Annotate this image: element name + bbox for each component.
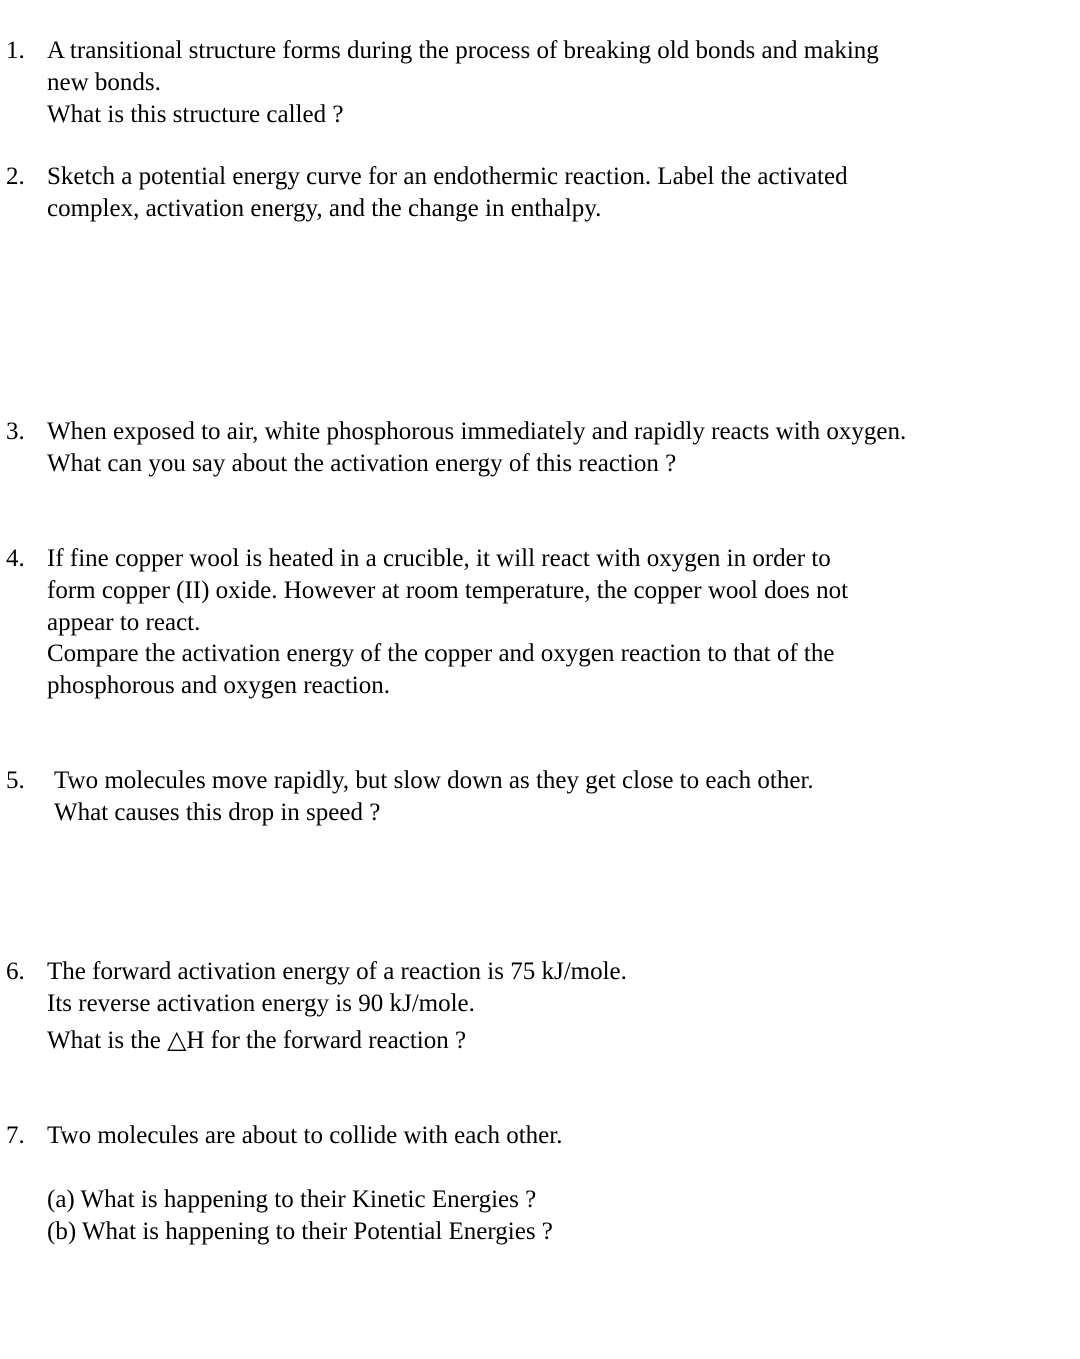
- sub-question-a: (a) What is happening to their Kinetic Energies ?: [47, 1186, 537, 1213]
- question-number: 2.: [6, 163, 25, 190]
- question-text-line: What can you say about the activation energy of this reaction ?: [47, 450, 677, 477]
- question-text-line: Compare the activation energy of the copper and oxygen reaction to that of the: [47, 640, 835, 667]
- question-text-line: If fine copper wool is heated in a crucible, it will react with oxygen in order to: [47, 545, 831, 572]
- question-text-line: What causes this drop in speed ?: [54, 799, 381, 826]
- question-text-line: When exposed to air, white phosphorous immediately and rapidly reacts with oxygen.: [47, 418, 907, 445]
- question-text-line: The forward activation energy of a reaction is 75 kJ/mole.: [47, 958, 627, 985]
- question-text-line: Two molecules are about to collide with each other.: [47, 1122, 563, 1149]
- sub-question-b: (b) What is happening to their Potential Energies ?: [47, 1218, 553, 1245]
- question-text-line: Two molecules move rapidly, but slow down as they get close to each other.: [54, 767, 814, 794]
- question-text-line: appear to react.: [47, 609, 201, 636]
- question-number: 3.: [6, 418, 25, 445]
- question-text-line: form copper (II) oxide. However at room temperature, the copper wool does not: [47, 577, 849, 604]
- question-text-line: A transitional structure forms during the process of breaking old bonds and making: [47, 37, 879, 64]
- question-number: 1.: [6, 37, 25, 64]
- question-number: 6.: [6, 958, 25, 985]
- question-text-line: What is the △H for the forward reaction ?: [47, 1027, 467, 1054]
- question-text-line: What is this structure called ?: [47, 101, 344, 128]
- question-number: 7.: [6, 1122, 25, 1149]
- question-text-line: new bonds.: [47, 69, 161, 96]
- question-number: 4.: [6, 545, 25, 572]
- question-text-line: complex, activation energy, and the change in enthalpy.: [47, 195, 602, 222]
- question-text-line: phosphorous and oxygen reaction.: [47, 672, 390, 699]
- question-text-line: Sketch a potential energy curve for an endothermic reaction. Label the activated: [47, 163, 848, 190]
- question-text-line: Its reverse activation energy is 90 kJ/mole.: [47, 990, 475, 1017]
- question-number: 5.: [6, 767, 25, 794]
